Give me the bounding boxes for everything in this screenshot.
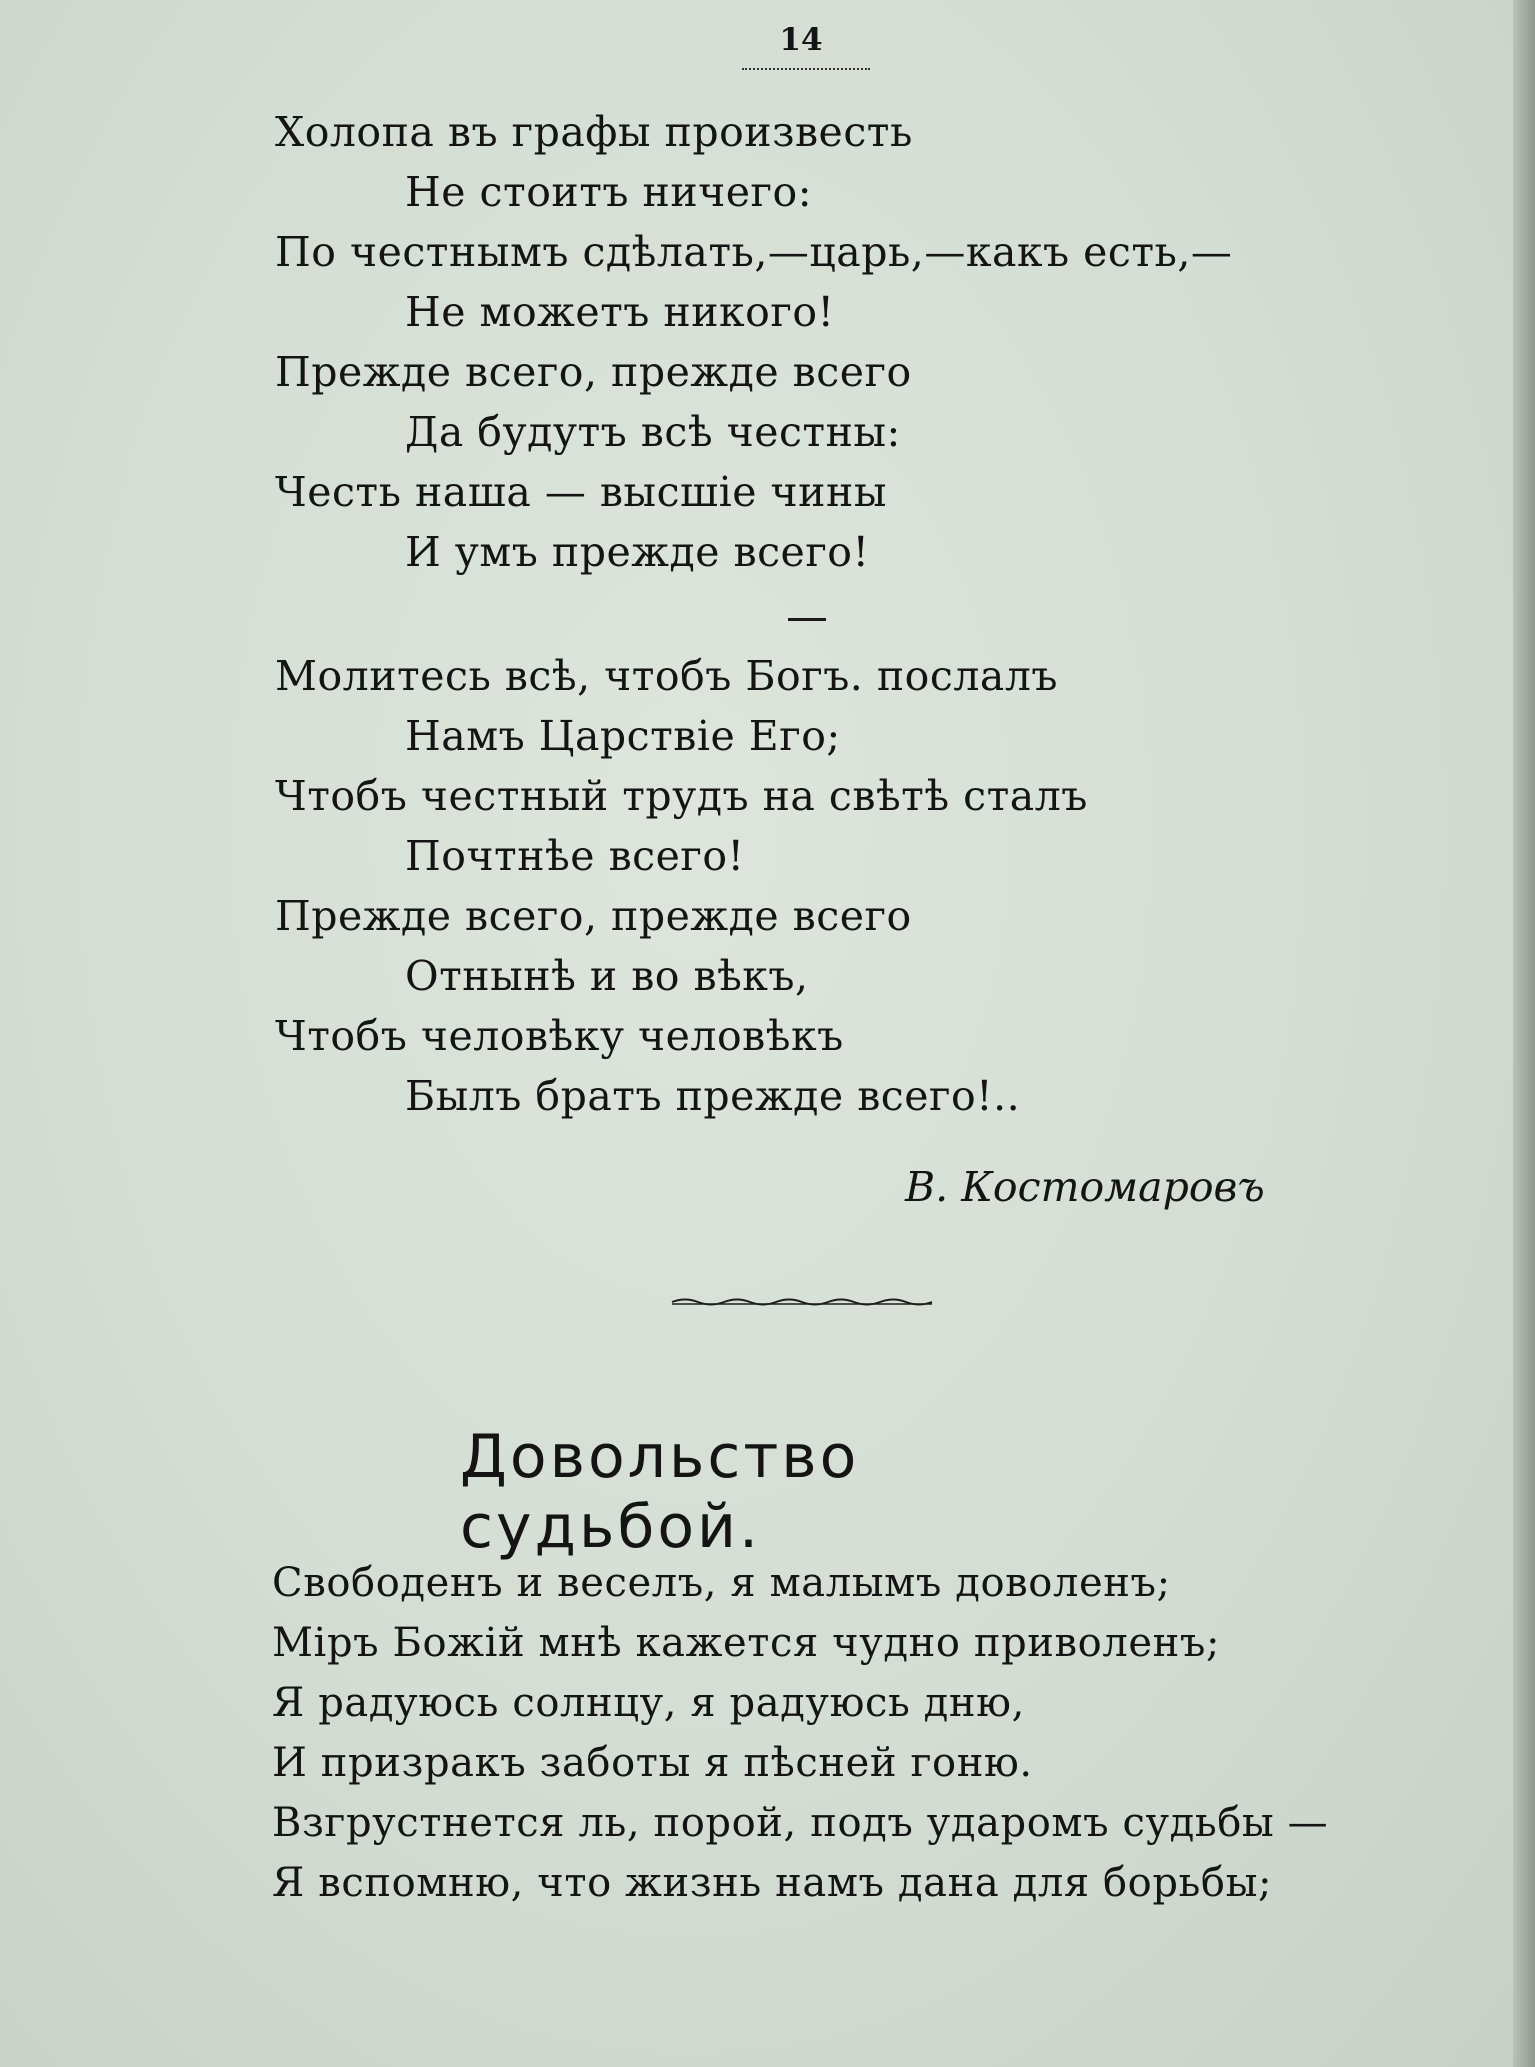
poem-line: Свободенъ и веселъ, я малымъ доволенъ; bbox=[272, 1560, 1171, 1606]
poem-title: Довольство судьбой. bbox=[460, 1422, 860, 1562]
poem-line: Честь наша — высшіе чины bbox=[275, 468, 887, 516]
poem-line: Міръ Божій мнѣ кажется чудно приволенъ; bbox=[272, 1620, 1221, 1666]
poem-line: Холопа въ графы произвесть bbox=[275, 108, 913, 156]
poem-line: Отнынѣ и во вѣкъ, bbox=[405, 952, 809, 1000]
poem-line: По честнымъ сдѣлать,—царь,—какъ есть,— bbox=[275, 228, 1233, 276]
poem-line: И умъ прежде всего! bbox=[405, 528, 870, 576]
poem-line: Взгрустнется ль, порой, подъ ударомъ судьбы — bbox=[272, 1800, 1329, 1846]
poem-line: Прежде всего, прежде всего bbox=[275, 892, 912, 940]
poem-line: Я вспомню, что жизнь намъ дана для борьбы; bbox=[272, 1860, 1273, 1906]
poem-line: Прежде всего, прежде всего bbox=[275, 348, 912, 396]
poem-line: Чтобъ человѣку человѣкъ bbox=[275, 1012, 844, 1060]
page-number: 14 bbox=[779, 22, 823, 58]
ornamental-divider bbox=[670, 1295, 935, 1309]
poem-line: Намъ Царствіе Его; bbox=[405, 712, 841, 760]
author-signature: В. Костомаровъ bbox=[905, 1163, 1265, 1211]
poem-line: Не можетъ никого! bbox=[405, 288, 835, 336]
poem-line: Былъ братъ прежде всего!.. bbox=[405, 1072, 1021, 1120]
poem-line: Почтнѣе всего! bbox=[405, 832, 745, 880]
poem-line: Чтобъ честный трудъ на свѣтѣ сталъ bbox=[275, 772, 1088, 820]
poem-line: Не стоитъ ничего: bbox=[405, 168, 813, 216]
stanza-separator bbox=[788, 618, 826, 621]
poem-line: Я радуюсь солнцу, я радуюсь дню, bbox=[272, 1680, 1025, 1726]
page-edge-shadow bbox=[1513, 0, 1535, 2067]
page-number-rule bbox=[742, 68, 870, 70]
poem-line: Молитесь всѣ, чтобъ Богъ. послалъ bbox=[275, 652, 1058, 700]
poem-line: Да будутъ всѣ честны: bbox=[405, 408, 901, 456]
poem-line: И призракъ заботы я пѣсней гоню. bbox=[272, 1740, 1033, 1786]
